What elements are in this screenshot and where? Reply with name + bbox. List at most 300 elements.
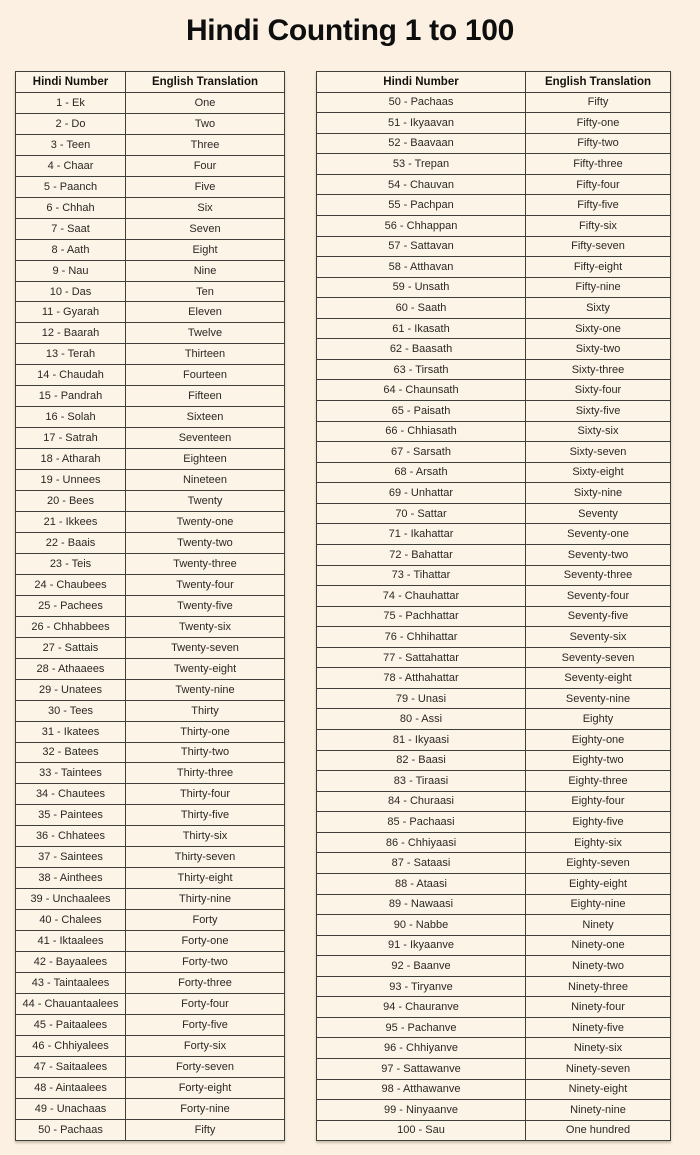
table-counting-50-to-100 — [316, 71, 671, 1141]
hindi-number-cell: 13 - Terah — [16, 344, 126, 364]
table-row — [317, 626, 670, 647]
hindi-number-cell: 36 - Chhatees — [16, 826, 126, 846]
hindi-number-cell: 79 - Unasi — [317, 689, 526, 709]
table-row — [16, 679, 284, 700]
english-translation-cell: Twenty-six — [179, 620, 231, 633]
english-translation-cell: Six — [197, 201, 213, 214]
table-row — [317, 256, 670, 277]
hindi-number-cell: 45 - Paitaalees — [16, 1015, 126, 1035]
hindi-number-cell: 26 - Chhabbees — [16, 617, 126, 637]
hindi-number-cell: 2 - Do — [16, 114, 126, 134]
hindi-number-cell: 99 - Ninyaanve — [317, 1100, 526, 1120]
table-row — [317, 174, 670, 195]
hindi-number-cell: 78 - Atthahattar — [317, 668, 526, 688]
hindi-number-cell: 29 - Unatees — [16, 680, 126, 700]
hindi-number-cell: 43 - Taintaalees — [16, 973, 126, 993]
hindi-number-cell: 25 - Pachees — [16, 596, 126, 616]
table-row — [16, 721, 284, 742]
hindi-number-cell: 73 - Tihattar — [317, 566, 526, 586]
hindi-number-cell: 42 - Bayaalees — [16, 952, 126, 972]
hindi-number-cell: 61 - Ikasath — [317, 319, 526, 339]
hindi-number-cell: 5 - Paanch — [16, 177, 126, 197]
english-translation-cell: Fifty-five — [577, 199, 619, 212]
table-row — [16, 993, 284, 1014]
hindi-number-cell: 34 - Chautees — [16, 784, 126, 804]
hindi-number-cell: 15 - Pandrah — [16, 386, 126, 406]
english-translation-cell: Twenty-one — [176, 515, 234, 528]
english-translation-cell: Ninety-seven — [565, 1062, 631, 1075]
english-translation-cell: Thirty-six — [182, 830, 228, 843]
table-row — [16, 218, 284, 239]
hindi-number-cell: 68 - Arsath — [317, 463, 526, 483]
english-translation-cell: Seventy-two — [567, 548, 629, 561]
table-row — [16, 637, 284, 658]
english-translation-cell: Sixty-six — [577, 425, 619, 438]
english-translation-cell: Sixty-two — [575, 343, 621, 356]
english-translation-cell: Eleven — [188, 306, 222, 319]
column-header-english-translation: English Translation — [544, 75, 652, 88]
table-row — [317, 791, 670, 812]
table-row — [16, 616, 284, 637]
table-row — [317, 1058, 670, 1079]
table-row — [317, 523, 670, 544]
english-translation-cell: Sixteen — [186, 411, 224, 424]
english-translation-cell: Fifty — [194, 1123, 216, 1136]
hindi-number-cell: 16 - Solah — [16, 407, 126, 427]
table-row — [317, 1120, 670, 1141]
table-row — [16, 1056, 284, 1077]
hindi-number-cell: 23 - Teis — [16, 554, 126, 574]
hindi-number-cell: 12 - Baarah — [16, 323, 126, 343]
table-row — [16, 281, 284, 302]
english-translation-cell: Sixty-nine — [573, 487, 623, 500]
table-row — [317, 379, 670, 400]
english-translation-cell: Thirty-seven — [174, 851, 236, 864]
hindi-number-cell: 94 - Chauranve — [317, 997, 526, 1017]
table-row — [317, 1017, 670, 1038]
table-row — [16, 406, 284, 427]
table-row — [16, 364, 284, 385]
table-row — [16, 1119, 284, 1140]
hindi-number-cell: 91 - Ikyaanve — [317, 936, 526, 956]
table-counting-1-to-50 — [15, 71, 285, 1141]
english-translation-cell: Fifty-eight — [573, 260, 623, 273]
table-row — [317, 729, 670, 750]
table-row — [317, 832, 670, 853]
table-row — [16, 260, 284, 281]
english-translation-cell: Seventy-five — [567, 610, 629, 623]
table-row — [317, 852, 670, 873]
english-translation-cell: Fifty-one — [576, 116, 620, 129]
hindi-number-cell: 57 - Sattavan — [317, 237, 526, 257]
hindi-number-cell: 40 - Chalees — [16, 910, 126, 930]
table-row — [317, 1079, 670, 1100]
hindi-number-cell: 92 - Baanve — [317, 956, 526, 976]
table-row — [16, 909, 284, 930]
table-row — [16, 448, 284, 469]
hindi-number-cell: 71 - Ikahattar — [317, 524, 526, 544]
table-header-row — [16, 72, 284, 92]
english-translation-cell: Thirty-eight — [177, 872, 233, 885]
english-translation-cell: Fifty-three — [573, 158, 623, 171]
english-translation-cell: Sixty-three — [571, 363, 625, 376]
hindi-number-cell: 14 - Chaudah — [16, 365, 126, 385]
table-row — [16, 113, 284, 134]
table-row — [16, 1014, 284, 1035]
hindi-number-cell: 58 - Atthavan — [317, 257, 526, 277]
table-row — [16, 427, 284, 448]
english-translation-cell: Ninety-five — [572, 1021, 624, 1034]
english-translation-cell: Seventeen — [178, 432, 232, 445]
english-translation-cell: Thirty-two — [180, 746, 230, 759]
hindi-number-cell: 50 - Pachaas — [16, 1120, 126, 1140]
english-translation-cell: Eighty-seven — [566, 857, 630, 870]
table-row — [16, 469, 284, 490]
table-row — [317, 976, 670, 997]
table-header-row — [317, 72, 670, 92]
hindi-number-cell: 38 - Ainthees — [16, 868, 126, 888]
english-translation-cell: Four — [193, 159, 217, 172]
hindi-number-cell: 20 - Bees — [16, 491, 126, 511]
table-row — [317, 359, 670, 380]
english-translation-cell: Eighty-two — [572, 754, 624, 767]
english-translation-cell: Thirty — [191, 704, 219, 717]
english-translation-cell: Thirty-three — [176, 767, 234, 780]
english-translation-cell: Twenty-seven — [171, 641, 239, 654]
english-translation-cell: Forty-six — [183, 1039, 227, 1052]
hindi-number-cell: 60 - Saath — [317, 298, 526, 318]
table-row — [317, 421, 670, 442]
table-row — [16, 867, 284, 888]
hindi-number-cell: 77 - Sattahattar — [317, 648, 526, 668]
english-translation-cell: Ten — [196, 285, 214, 298]
table-row — [317, 236, 670, 257]
hindi-number-cell: 28 - Athaaees — [16, 659, 126, 679]
table-row — [16, 888, 284, 909]
english-translation-cell: Ninety-one — [571, 939, 625, 952]
hindi-number-cell: 100 - Sau — [317, 1121, 526, 1141]
english-translation-cell: Fifty-seven — [571, 240, 625, 253]
hindi-number-cell: 50 - Pachaas — [317, 93, 526, 113]
table-row — [317, 955, 670, 976]
english-translation-cell: Sixty-four — [574, 384, 622, 397]
hindi-number-cell: 3 - Teen — [16, 135, 126, 155]
hindi-number-cell: 4 - Chaar — [16, 156, 126, 176]
hindi-number-cell: 69 - Unhattar — [317, 483, 526, 503]
hindi-number-cell: 19 - Unnees — [16, 470, 126, 490]
hindi-number-cell: 8 - Aath — [16, 240, 126, 260]
table-row — [16, 783, 284, 804]
table-row — [16, 762, 284, 783]
hindi-number-cell: 87 - Sataasi — [317, 853, 526, 873]
table-row — [16, 92, 284, 113]
english-translation-cell: Fifty-six — [579, 219, 617, 232]
english-translation-cell: Fifty-two — [577, 137, 619, 150]
table-row — [16, 930, 284, 951]
english-translation-cell: Forty-one — [181, 935, 229, 948]
english-translation-cell: Fifteen — [188, 390, 222, 403]
english-translation-cell: Eight — [192, 243, 218, 256]
hindi-number-cell: 95 - Pachanve — [317, 1018, 526, 1038]
table-row — [317, 318, 670, 339]
english-translation-cell: Eighty-one — [571, 733, 625, 746]
hindi-number-cell: 9 - Nau — [16, 261, 126, 281]
english-translation-cell: Seventy-nine — [565, 692, 631, 705]
table-row — [317, 215, 670, 236]
table-row — [317, 647, 670, 668]
table-row — [16, 343, 284, 364]
english-translation-cell: Twenty-two — [177, 536, 233, 549]
english-translation-cell: One — [194, 96, 216, 109]
table-row — [16, 239, 284, 260]
english-translation-cell: Thirty-four — [179, 788, 231, 801]
table-row — [16, 155, 284, 176]
table-row — [16, 574, 284, 595]
english-translation-cell: One hundred — [565, 1124, 631, 1137]
english-translation-cell: Thirty-five — [180, 809, 230, 822]
table-row — [317, 400, 670, 421]
table-row — [317, 688, 670, 709]
hindi-number-cell: 74 - Chauhattar — [317, 586, 526, 606]
column-header-english-translation: English Translation — [151, 75, 259, 88]
table-row — [317, 338, 670, 359]
english-translation-cell: Eighty-nine — [570, 898, 626, 911]
table-row — [16, 1098, 284, 1119]
hindi-number-cell: 33 - Taintees — [16, 763, 126, 783]
hindi-number-cell: 63 - Tirsath — [317, 360, 526, 380]
english-translation-cell: Forty — [192, 914, 218, 927]
english-translation-cell: Forty-three — [178, 976, 232, 989]
table-row — [317, 708, 670, 729]
hindi-number-cell: 30 - Tees — [16, 701, 126, 721]
english-translation-cell: Forty-nine — [180, 1102, 230, 1115]
hindi-number-cell: 54 - Chauvan — [317, 175, 526, 195]
hindi-number-cell: 7 - Saat — [16, 219, 126, 239]
hindi-number-cell: 31 - Ikatees — [16, 722, 126, 742]
table-row — [317, 441, 670, 462]
english-translation-cell: Seventy-seven — [561, 651, 635, 664]
hindi-number-cell: 67 - Sarsath — [317, 442, 526, 462]
english-translation-cell: Twelve — [187, 327, 223, 340]
english-translation-cell: Sixty-one — [575, 322, 621, 335]
table-row — [16, 197, 284, 218]
hindi-number-cell: 81 - Ikyaasi — [317, 730, 526, 750]
column-header-hindi-number: Hindi Number — [317, 72, 526, 92]
hindi-number-cell: 6 - Chhah — [16, 198, 126, 218]
english-translation-cell: Ninety-four — [571, 1001, 625, 1014]
hindi-number-cell: 52 - Baavaan — [317, 134, 526, 154]
english-translation-cell: Sixty-five — [575, 404, 621, 417]
table-row — [16, 553, 284, 574]
english-translation-cell: Twenty-nine — [175, 683, 235, 696]
column-header-hindi-number: Hindi Number — [16, 72, 126, 92]
english-translation-cell: Eighty-five — [572, 816, 624, 829]
hindi-number-cell: 83 - Tiraasi — [317, 771, 526, 791]
english-translation-cell: Twenty-eight — [173, 662, 237, 675]
hindi-number-cell: 66 - Chhiasath — [317, 422, 526, 442]
hindi-number-cell: 86 - Chhiyaasi — [317, 833, 526, 853]
english-translation-cell: Nineteen — [182, 474, 228, 487]
table-row — [317, 194, 670, 215]
hindi-number-cell: 93 - Tiryanve — [317, 977, 526, 997]
table-row — [317, 914, 670, 935]
english-translation-cell: Fifty-nine — [575, 281, 621, 294]
table-row — [317, 153, 670, 174]
hindi-number-cell: 56 - Chhappan — [317, 216, 526, 236]
english-translation-cell: Eighty-three — [568, 774, 628, 787]
table-row — [16, 972, 284, 993]
english-translation-cell: Fourteen — [182, 369, 228, 382]
hindi-number-cell: 32 - Batees — [16, 743, 126, 763]
hindi-number-cell: 49 - Unachaas — [16, 1099, 126, 1119]
english-translation-cell: Seven — [189, 222, 221, 235]
english-translation-cell: Seventy — [578, 507, 618, 520]
english-translation-cell: Eighteen — [183, 453, 227, 466]
table-row — [16, 511, 284, 532]
hindi-number-cell: 11 - Gyarah — [16, 302, 126, 322]
hindi-number-cell: 37 - Saintees — [16, 847, 126, 867]
table-row — [16, 951, 284, 972]
table-row — [317, 770, 670, 791]
table-row — [317, 544, 670, 565]
hindi-number-cell: 64 - Chaunsath — [317, 380, 526, 400]
table-row — [317, 565, 670, 586]
hindi-number-cell: 70 - Sattar — [317, 504, 526, 524]
table-row — [317, 667, 670, 688]
table-row — [317, 935, 670, 956]
table-row — [16, 385, 284, 406]
english-translation-cell: Two — [194, 117, 216, 130]
hindi-number-cell: 17 - Satrah — [16, 428, 126, 448]
table-row — [16, 804, 284, 825]
hindi-number-cell: 55 - Pachpan — [317, 195, 526, 215]
english-translation-cell: Nine — [193, 264, 217, 277]
english-translation-cell: Five — [194, 180, 216, 193]
table-row — [317, 750, 670, 771]
table-row — [317, 873, 670, 894]
table-row — [317, 133, 670, 154]
english-translation-cell: Thirteen — [184, 348, 226, 361]
hindi-number-cell: 65 - Paisath — [317, 401, 526, 421]
table-row — [317, 112, 670, 133]
table-row — [317, 894, 670, 915]
table-row — [16, 742, 284, 763]
hindi-number-cell: 85 - Pachaasi — [317, 812, 526, 832]
hindi-number-cell: 21 - Ikkees — [16, 512, 126, 532]
table-row — [317, 1099, 670, 1120]
english-translation-cell: Eighty-six — [574, 836, 622, 849]
table-row — [16, 595, 284, 616]
english-translation-cell: Forty-five — [182, 1018, 228, 1031]
hindi-number-cell: 47 - Saitaalees — [16, 1057, 126, 1077]
table-row — [317, 1037, 670, 1058]
english-translation-cell: Eighty-four — [571, 795, 625, 808]
table-row — [317, 811, 670, 832]
table-row — [16, 658, 284, 679]
hindi-number-cell: 10 - Das — [16, 282, 126, 302]
table-row — [16, 1077, 284, 1098]
english-translation-cell: Twenty-three — [173, 557, 237, 570]
english-translation-cell: Eighty-eight — [568, 877, 628, 890]
page-title: Hindi Counting 1 to 100 — [185, 14, 515, 47]
hindi-number-cell: 1 - Ek — [16, 93, 126, 113]
table-row — [16, 176, 284, 197]
english-translation-cell: Sixty — [586, 301, 610, 314]
table-row — [317, 996, 670, 1017]
english-translation-cell: Twenty-five — [177, 599, 233, 612]
hindi-number-cell: 80 - Assi — [317, 709, 526, 729]
hindi-number-cell: 27 - Sattais — [16, 638, 126, 658]
table-row — [16, 700, 284, 721]
english-translation-cell: Seventy-three — [563, 569, 633, 582]
english-translation-cell: Three — [190, 138, 220, 151]
hindi-number-cell: 90 - Nabbe — [317, 915, 526, 935]
english-translation-cell: Thirty-nine — [179, 893, 231, 906]
hindi-number-cell: 41 - Iktaalees — [16, 931, 126, 951]
hindi-number-cell: 75 - Pachhattar — [317, 607, 526, 627]
hindi-number-cell: 48 - Aintaalees — [16, 1078, 126, 1098]
hindi-number-cell: 89 - Nawaasi — [317, 895, 526, 915]
hindi-number-cell: 72 - Bahattar — [317, 545, 526, 565]
table-row — [317, 92, 670, 113]
table-row — [16, 490, 284, 511]
hindi-number-cell: 39 - Unchaalees — [16, 889, 126, 909]
hindi-number-cell: 98 - Atthawanve — [317, 1080, 526, 1100]
english-translation-cell: Seventy-six — [569, 630, 627, 643]
table-row — [16, 134, 284, 155]
hindi-number-cell: 22 - Baais — [16, 533, 126, 553]
english-translation-cell: Ninety-eight — [568, 1083, 628, 1096]
hindi-number-cell: 76 - Chhihattar — [317, 627, 526, 647]
english-translation-cell: Seventy-one — [567, 528, 629, 541]
table-row — [16, 1035, 284, 1056]
hindi-number-cell: 51 - Ikyaavan — [317, 113, 526, 133]
table-row — [16, 301, 284, 322]
english-translation-cell: Forty-seven — [175, 1060, 235, 1073]
table-row — [16, 532, 284, 553]
english-translation-cell: Fifty-four — [576, 178, 620, 191]
hindi-number-cell: 62 - Baasath — [317, 339, 526, 359]
english-translation-cell: Twenty — [187, 495, 223, 508]
table-row — [317, 585, 670, 606]
english-translation-cell: Fifty — [587, 96, 609, 109]
english-translation-cell: Ninety — [582, 918, 614, 931]
table-row — [16, 322, 284, 343]
english-translation-cell: Forty-eight — [178, 1081, 232, 1094]
english-translation-cell: Seventy-eight — [564, 672, 632, 685]
english-translation-cell: Sixty-seven — [569, 445, 627, 458]
hindi-number-cell: 24 - Chaubees — [16, 575, 126, 595]
hindi-number-cell: 88 - Ataasi — [317, 874, 526, 894]
english-translation-cell: Sixty-eight — [572, 466, 624, 479]
hindi-number-cell: 18 - Atharah — [16, 449, 126, 469]
hindi-number-cell: 44 - Chauantaalees — [16, 994, 126, 1014]
hindi-number-cell: 53 - Trepan — [317, 154, 526, 174]
table-row — [16, 846, 284, 867]
table-row — [317, 297, 670, 318]
english-translation-cell: Ninety-two — [572, 959, 624, 972]
hindi-number-cell: 84 - Churaasi — [317, 792, 526, 812]
hindi-number-cell: 82 - Baasi — [317, 751, 526, 771]
english-translation-cell: Thirty-one — [180, 725, 230, 738]
english-translation-cell: Eighty — [582, 713, 614, 726]
hindi-number-cell: 96 - Chhiyanve — [317, 1038, 526, 1058]
hindi-number-cell: 46 - Chhiyalees — [16, 1036, 126, 1056]
english-translation-cell: Twenty-four — [176, 578, 234, 591]
table-row — [317, 482, 670, 503]
english-translation-cell: Ninety-nine — [570, 1103, 626, 1116]
table-row — [317, 462, 670, 483]
